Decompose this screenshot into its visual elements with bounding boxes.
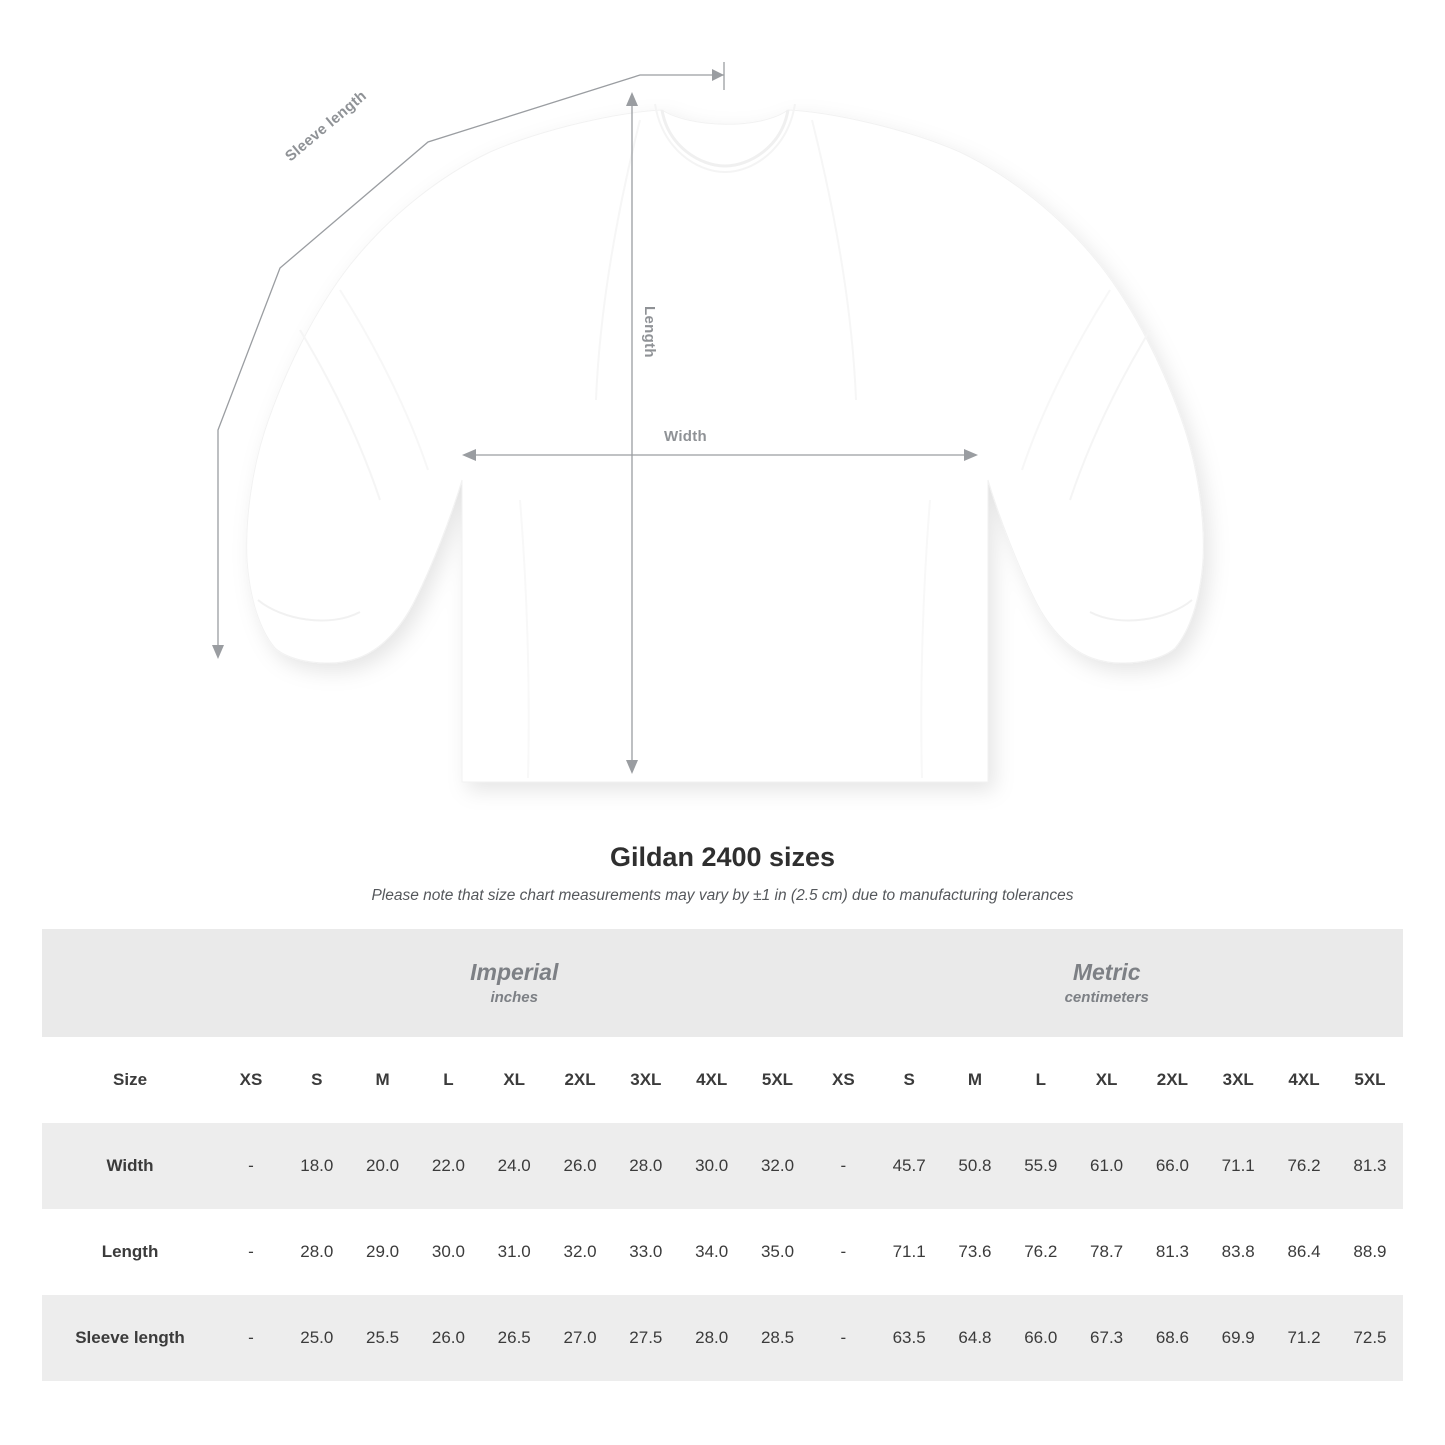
row-label-width: Width (42, 1123, 218, 1209)
row-header-size: Size (42, 1037, 218, 1123)
title-block (0, 842, 1445, 905)
cell: 27.5 (613, 1295, 679, 1381)
cell: - (810, 1123, 876, 1209)
unit-imperial-name: Imperial (470, 959, 559, 986)
cell: 88.9 (1337, 1209, 1403, 1295)
cell: 78.7 (1074, 1209, 1140, 1295)
cell: 45.7 (876, 1123, 942, 1209)
cell: 30.0 (679, 1123, 745, 1209)
cell: 61.0 (1074, 1123, 1140, 1209)
cell: 20.0 (350, 1123, 416, 1209)
cell: 76.2 (1271, 1123, 1337, 1209)
cell: 71.1 (1205, 1123, 1271, 1209)
size-col-header: S (876, 1037, 942, 1123)
length-label: Length (641, 306, 658, 358)
cell: 63.5 (876, 1295, 942, 1381)
cell: 32.0 (745, 1123, 811, 1209)
cell: 86.4 (1271, 1209, 1337, 1295)
size-header-row (42, 1037, 1403, 1123)
cell: 72.5 (1337, 1295, 1403, 1381)
table-row (42, 1209, 1403, 1295)
cell: 22.0 (416, 1123, 482, 1209)
size-col-header: M (942, 1037, 1008, 1123)
cell: 50.8 (942, 1123, 1008, 1209)
table-row (42, 1295, 1403, 1381)
unit-group-row (42, 929, 1403, 1037)
cell: 71.1 (876, 1209, 942, 1295)
cell: 30.0 (416, 1209, 482, 1295)
size-col-header: XL (1074, 1037, 1140, 1123)
cell: 25.5 (350, 1295, 416, 1381)
unit-metric-name: Metric (1072, 959, 1141, 986)
size-col-header: L (1008, 1037, 1074, 1123)
size-col-header: 5XL (1337, 1037, 1403, 1123)
cell: - (218, 1123, 284, 1209)
size-col-header: L (416, 1037, 482, 1123)
cell: 26.5 (481, 1295, 547, 1381)
cell: 27.0 (547, 1295, 613, 1381)
cell: 25.0 (284, 1295, 350, 1381)
cell: 28.5 (745, 1295, 811, 1381)
tolerance-note: Please note that size chart measurements may vary by ±1 in (2.5 cm) due to manufacturing tolerances (371, 887, 1074, 904)
cell: 73.6 (942, 1209, 1008, 1295)
row-label-sleeve-length: Sleeve length (42, 1295, 218, 1381)
unit-group-imperial (218, 929, 810, 1037)
cell: 71.2 (1271, 1295, 1337, 1381)
cell: 67.3 (1074, 1295, 1140, 1381)
size-col-header: 3XL (1205, 1037, 1271, 1123)
size-col-header: M (350, 1037, 416, 1123)
cell: 29.0 (350, 1209, 416, 1295)
size-chart-table (42, 929, 1403, 1381)
unit-metric-sub: centimeters (1064, 988, 1149, 1006)
unit-imperial-sub: inches (490, 988, 538, 1006)
cell: 69.9 (1205, 1295, 1271, 1381)
size-col-header: 3XL (613, 1037, 679, 1123)
size-col-header: XS (810, 1037, 876, 1123)
cell: 28.0 (679, 1295, 745, 1381)
size-col-header: XL (481, 1037, 547, 1123)
cell: 76.2 (1008, 1209, 1074, 1295)
size-col-header: 2XL (547, 1037, 613, 1123)
cell: 18.0 (284, 1123, 350, 1209)
cell: 66.0 (1008, 1295, 1074, 1381)
cell: 55.9 (1008, 1123, 1074, 1209)
cell: 32.0 (547, 1209, 613, 1295)
cell: - (810, 1209, 876, 1295)
cell: 26.0 (547, 1123, 613, 1209)
cell: 83.8 (1205, 1209, 1271, 1295)
size-col-header: 2XL (1139, 1037, 1205, 1123)
cell: - (218, 1295, 284, 1381)
cell: 31.0 (481, 1209, 547, 1295)
cell: 81.3 (1337, 1123, 1403, 1209)
size-col-header: 4XL (1271, 1037, 1337, 1123)
cell: 28.0 (284, 1209, 350, 1295)
sleeve-length-label: Sleeve length (282, 87, 370, 166)
row-label-length: Length (42, 1209, 218, 1295)
size-col-header: 5XL (745, 1037, 811, 1123)
cell: 35.0 (745, 1209, 811, 1295)
cell: 66.0 (1139, 1123, 1205, 1209)
cell: 68.6 (1139, 1295, 1205, 1381)
cell: - (810, 1295, 876, 1381)
cell: 64.8 (942, 1295, 1008, 1381)
width-label: Width (664, 428, 708, 445)
unit-spacer-cell (42, 929, 218, 1037)
size-col-header: XS (218, 1037, 284, 1123)
cell: 26.0 (416, 1295, 482, 1381)
cell: 33.0 (613, 1209, 679, 1295)
cell: 81.3 (1139, 1209, 1205, 1295)
cell: 34.0 (679, 1209, 745, 1295)
size-table-wrap (42, 929, 1403, 1381)
table-row (42, 1123, 1403, 1209)
page-title: Gildan 2400 sizes (609, 842, 836, 872)
cell: 24.0 (481, 1123, 547, 1209)
size-col-header: 4XL (679, 1037, 745, 1123)
cell: 28.0 (613, 1123, 679, 1209)
unit-group-metric (810, 929, 1403, 1037)
cell: - (218, 1209, 284, 1295)
size-col-header: S (284, 1037, 350, 1123)
